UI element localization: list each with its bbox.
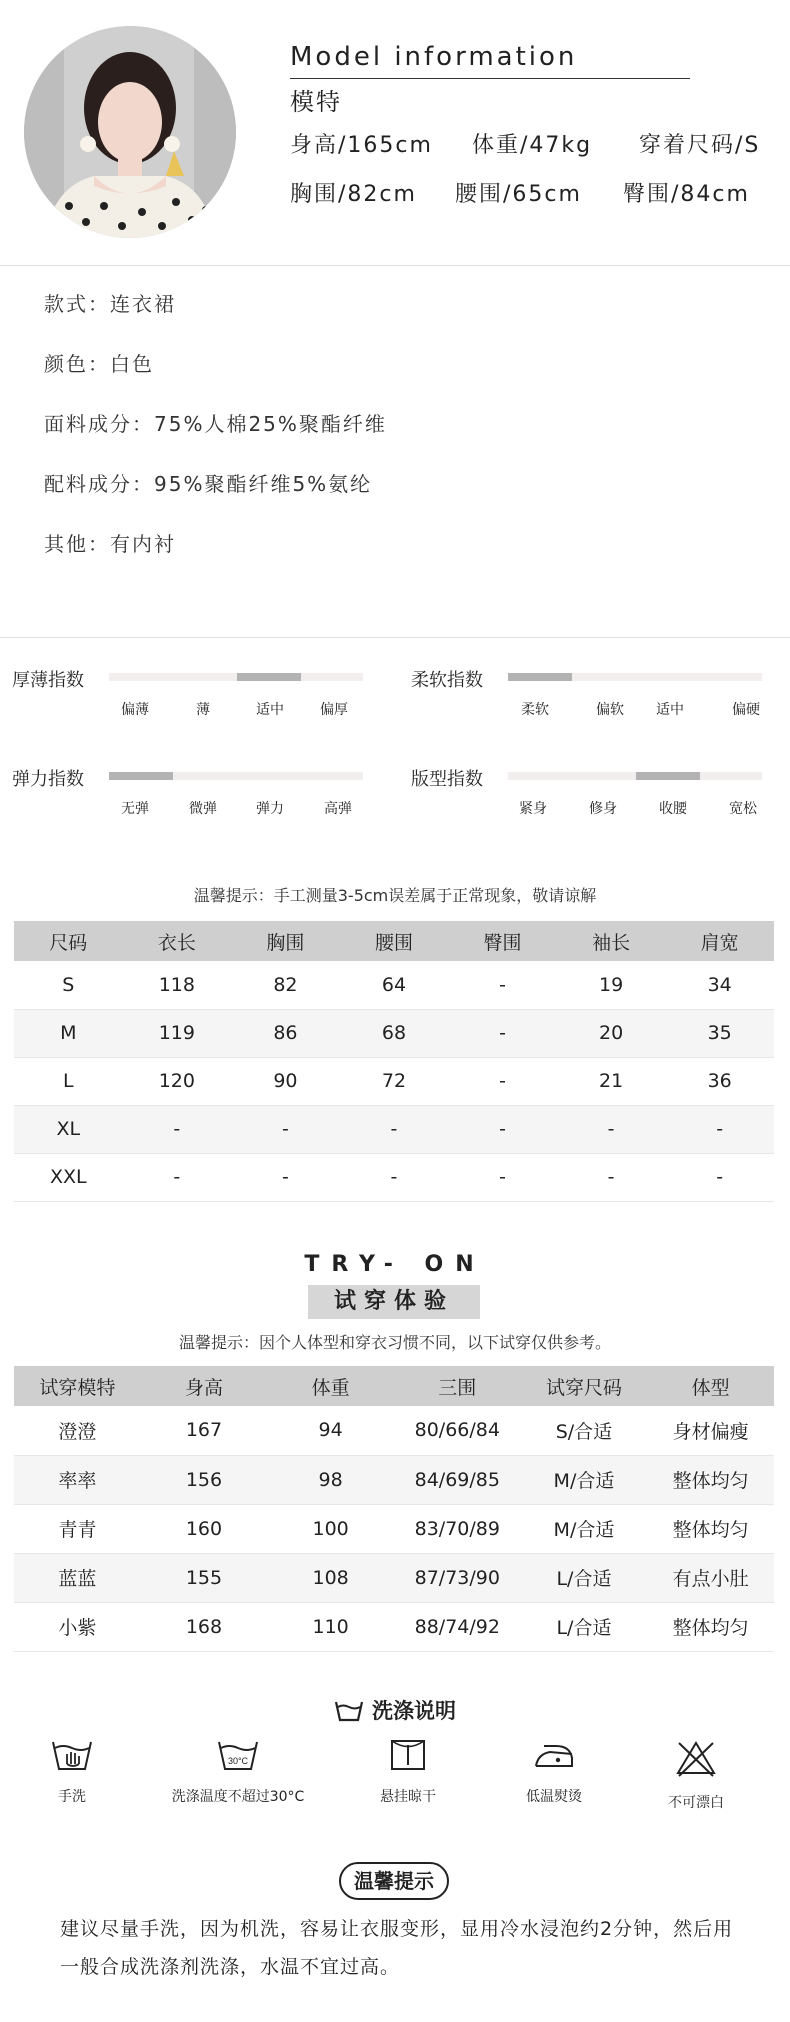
index-tick: 偏薄 [121,702,149,718]
table-cell: 72 [340,1057,449,1105]
table-cell: - [665,1105,774,1153]
index-tick: 紧身 [519,801,547,817]
table-cell: 120 [123,1057,232,1105]
index-track-softness [508,673,762,681]
index-tick: 修身 [589,801,617,817]
table-cell: 35 [665,1009,774,1057]
header-cell: 身高 [141,1366,268,1406]
hang-dry-icon [389,1738,427,1772]
table-cell: 有点小肚 [647,1553,774,1602]
model-info-title: Model information [290,42,578,72]
spec-color: 颜色：白色 [44,352,154,376]
table-row [14,1455,774,1504]
model-info-subtitle: 模特 [290,88,342,116]
index-tick: 收腰 [659,801,687,817]
model-hips: 臀围/84cm [623,182,750,207]
table-row [14,1057,774,1105]
table-cell: - [448,961,557,1009]
header-cell: 肩宽 [665,921,774,961]
index-tick: 适中 [656,702,684,718]
size-table-header [14,921,774,961]
model-info-section [0,0,790,264]
table-cell: L/合适 [521,1553,648,1602]
tips-badge: 温馨提示 [339,1862,449,1900]
index-label-elasticity: 弹力指数 [12,769,84,790]
header-cell: 胸围 [231,921,340,961]
header-cell: 尺码 [14,921,123,961]
table-cell: 155 [141,1553,268,1602]
index-fill-elasticity [109,772,173,780]
table-row [14,1553,774,1602]
model-photo-illustration [24,26,236,238]
tryon-title-cn: 试穿体验 [308,1285,480,1319]
tryon-table-body [14,1406,774,1651]
wash-label: 不可漂白 [668,1795,724,1811]
table-cell: 110 [267,1602,394,1651]
wash-label: 低温熨烫 [526,1789,582,1805]
spec-fabric: 面料成分：75%人棉25%聚酯纤维 [44,412,387,436]
no-bleach-icon [674,1738,718,1778]
table-cell: 87/73/90 [394,1553,521,1602]
table-cell: 82 [231,961,340,1009]
low-iron-icon [532,1738,576,1772]
table-cell: 83/70/89 [394,1504,521,1553]
table-cell: 119 [123,1009,232,1057]
spec-style: 款式：连衣裙 [44,292,176,316]
table-cell: 19 [557,961,666,1009]
header-cell: 袖长 [557,921,666,961]
table-row [14,1504,774,1553]
header-cell: 试穿模特 [14,1366,141,1406]
table-cell: - [340,1105,449,1153]
table-cell: 80/66/84 [394,1406,521,1455]
table-cell: 94 [267,1406,394,1455]
table-cell: 21 [557,1057,666,1105]
table-cell: - [340,1153,449,1201]
index-tick: 偏厚 [320,702,348,718]
wash-item-low-iron [474,1738,634,1806]
table-cell: L [14,1057,123,1105]
wash-basin-icon [334,1700,364,1727]
table-cell: 84/69/85 [394,1455,521,1504]
header-cell: 体型 [647,1366,774,1406]
index-tick: 无弹 [121,801,149,817]
table-cell: 澄澄 [14,1406,141,1455]
table-cell: 100 [267,1504,394,1553]
header-cell: 体重 [267,1366,394,1406]
size-measure-note: 温馨提示：手工测量3-5cm误差属于正常现象，敬请谅解 [193,886,597,905]
hand-wash-icon [50,1738,94,1772]
table-cell: 身材偏瘦 [647,1406,774,1455]
tryon-table [14,1366,774,1652]
wash-item-hang-dry [328,1738,488,1806]
table-cell: 156 [141,1455,268,1504]
table-cell: 整体均匀 [647,1602,774,1651]
table-cell: 小紫 [14,1602,141,1651]
table-cell: XXL [14,1153,123,1201]
spec-lining-material: 配料成分：95%聚酯纤维5%氨纶 [44,472,373,496]
index-tick: 偏硬 [732,702,760,718]
table-cell: L/合适 [521,1602,648,1651]
table-cell: S [14,961,123,1009]
index-track-thickness [109,673,363,681]
table-cell: 88/74/92 [394,1602,521,1651]
table-cell: - [448,1153,557,1201]
table-cell: XL [14,1105,123,1153]
table-cell: 108 [267,1553,394,1602]
size-table [14,921,774,1202]
index-label-fit: 版型指数 [411,769,483,790]
table-cell: 64 [340,961,449,1009]
table-cell: 率率 [14,1455,141,1504]
index-track-fit [508,772,762,780]
table-cell: 整体均匀 [647,1455,774,1504]
wash-30-icon [216,1738,260,1772]
table-cell: 118 [123,961,232,1009]
table-row [14,1105,774,1153]
table-cell: - [448,1057,557,1105]
table-row [14,1602,774,1651]
index-tick: 适中 [256,702,284,718]
header-cell: 衣长 [123,921,232,961]
index-fill-thickness [237,673,301,681]
index-fill-softness [508,673,572,681]
spec-other: 其他：有内衬 [44,532,176,556]
tryon-table-header [14,1366,774,1406]
table-cell: 34 [665,961,774,1009]
table-cell: - [123,1153,232,1201]
table-cell: - [448,1009,557,1057]
index-tick: 柔软 [521,702,549,718]
header-cell: 试穿尺码 [521,1366,648,1406]
model-waist: 腰围/65cm [455,182,582,207]
tryon-note: 温馨提示：因个人体型和穿衣习惯不同，以下试穿仅供参考。 [178,1333,611,1352]
wash-label: 手洗 [58,1789,86,1805]
model-bust: 胸围/82cm [290,182,417,207]
index-tick: 偏软 [596,702,624,718]
header-cell: 腰围 [340,921,449,961]
washing-title [0,1695,790,1727]
table-cell: 20 [557,1009,666,1057]
model-avatar [24,26,236,238]
table-cell: - [231,1153,340,1201]
table-cell: 整体均匀 [647,1504,774,1553]
index-tick: 宽松 [729,801,757,817]
table-cell: - [448,1105,557,1153]
washing-title-text: 洗涤说明 [372,1699,456,1723]
section-divider [0,265,790,266]
table-cell: 36 [665,1057,774,1105]
index-label-thickness: 厚薄指数 [12,670,84,691]
table-cell: M [14,1009,123,1057]
table-cell: 168 [141,1602,268,1651]
table-cell: - [231,1105,340,1153]
table-row [14,961,774,1009]
table-row [14,1153,774,1201]
table-cell: 90 [231,1057,340,1105]
table-cell: - [557,1153,666,1201]
table-cell: - [557,1105,666,1153]
table-cell: M/合适 [521,1455,648,1504]
table-cell: - [123,1105,232,1153]
table-cell: M/合适 [521,1504,648,1553]
table-cell: S/合适 [521,1406,648,1455]
header-cell: 臀围 [448,921,557,961]
index-track-elasticity [109,772,363,780]
title-underline [290,78,690,79]
model-weight: 体重/47kg [472,133,593,158]
size-table-body [14,961,774,1201]
table-cell: 86 [231,1009,340,1057]
table-row [14,1406,774,1455]
table-cell: 蓝蓝 [14,1553,141,1602]
wash-item-hand-wash [0,1738,152,1806]
model-size: 穿着尺码/S [639,133,761,158]
index-label-softness: 柔软指数 [411,670,483,691]
wash-icon-temperature: 30°C [227,1756,249,1766]
wash-label: 洗涤温度不超过30°C [171,1789,305,1805]
index-tick: 薄 [196,702,210,718]
wash-label: 悬挂晾干 [380,1789,436,1805]
wash-item-30-degrees [158,1738,318,1806]
header-cell: 三围 [394,1366,521,1406]
index-fill-fit [636,772,700,780]
table-cell: 167 [141,1406,268,1455]
model-height: 身高/165cm [290,133,433,158]
tips-text: 建议尽量手洗，因为机洗，容易让衣服变形，显用冷水浸泡约2分钟，然后用一般合成洗涤剂洗涤，水温不宜过高。 [60,1918,734,1978]
index-tick: 微弹 [189,801,217,817]
table-row [14,1009,774,1057]
table-cell: - [665,1153,774,1201]
table-cell: 98 [267,1455,394,1504]
table-cell: 160 [141,1504,268,1553]
table-cell: 68 [340,1009,449,1057]
index-tick: 弹力 [256,801,284,817]
tryon-title-en: TRY- ON [304,1252,486,1277]
table-cell: 青青 [14,1504,141,1553]
wash-item-no-bleach [616,1738,776,1812]
index-tick: 高弹 [324,801,352,817]
section-divider [0,637,790,638]
